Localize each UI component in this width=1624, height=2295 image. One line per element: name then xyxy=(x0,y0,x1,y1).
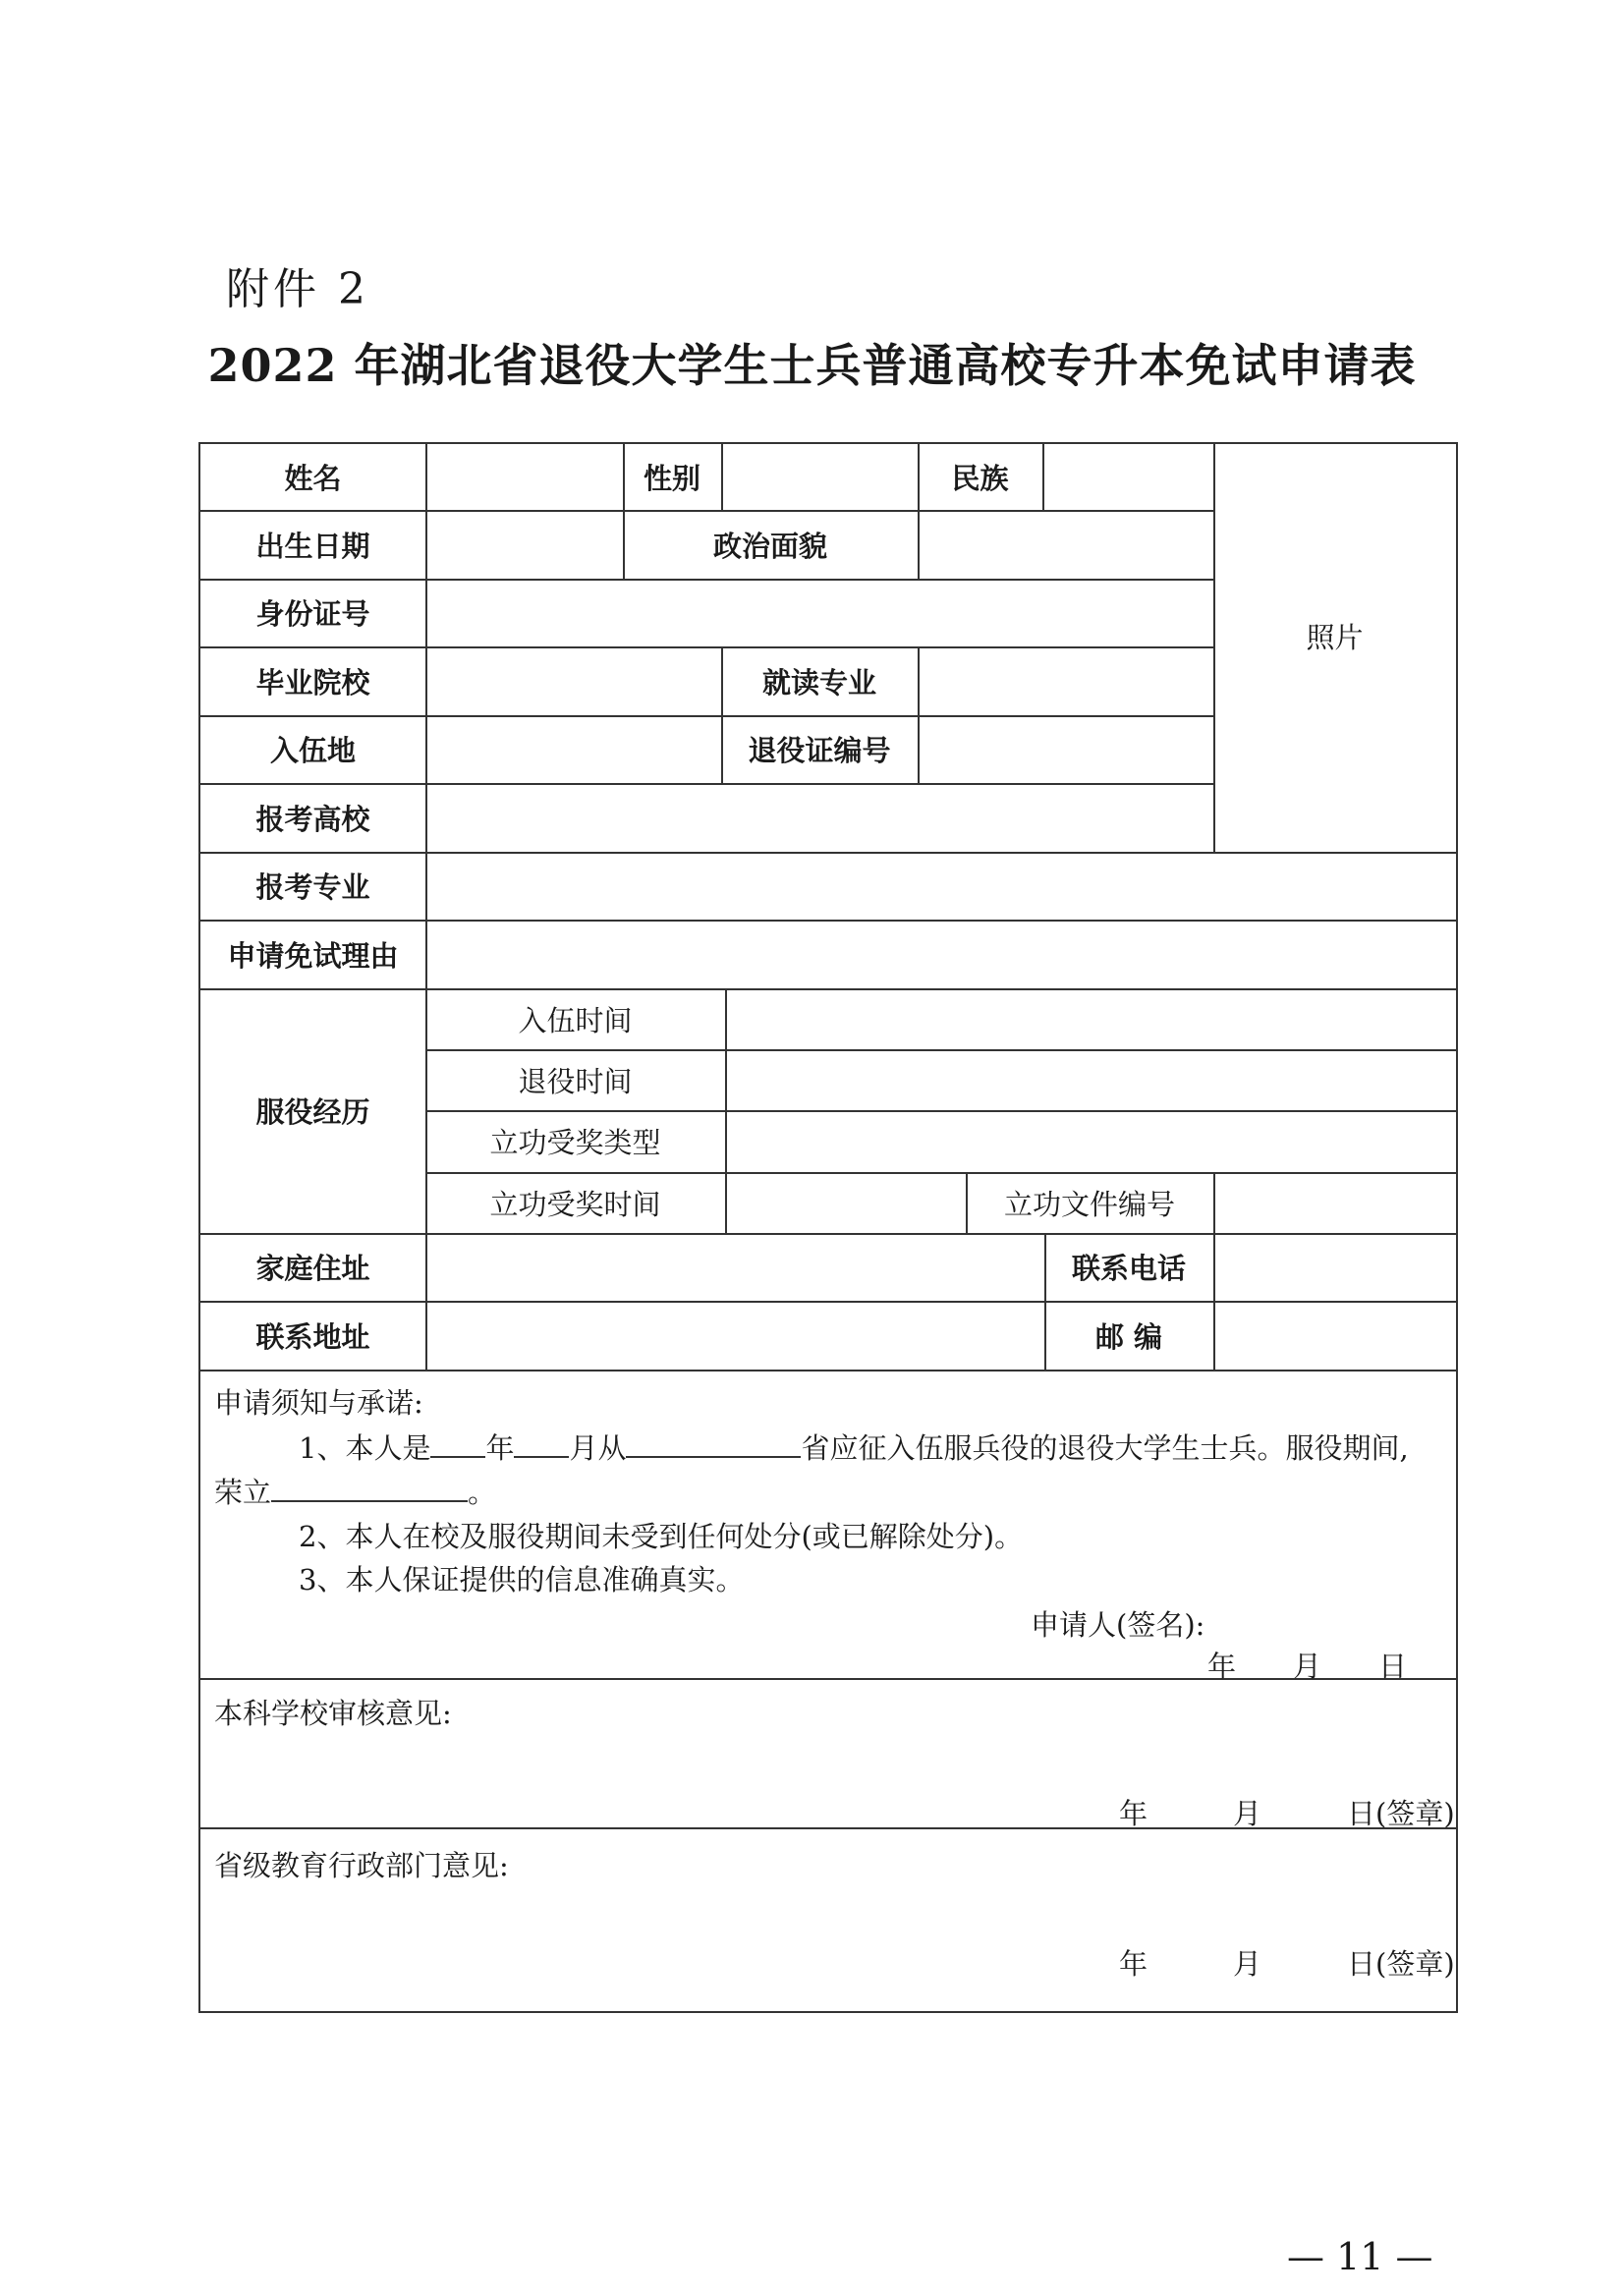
enlistment-time-label: 入伍时间 xyxy=(518,1003,633,1037)
contact-phone-label: 联系电话 xyxy=(1071,1252,1186,1285)
applicant-signature-label: 申请人(签名): xyxy=(1031,1608,1205,1642)
photo-label: 照片 xyxy=(1306,620,1364,654)
id-number-label: 身份证号 xyxy=(255,597,370,631)
home-address-label: 家庭住址 xyxy=(255,1252,370,1285)
target-major-label: 报考专业 xyxy=(255,870,370,904)
declaration-item-3: 3、本人保证提供的信息准确真实。 xyxy=(299,1563,745,1596)
exemption-reason-label: 申请免试理由 xyxy=(227,938,399,973)
university-review-date-label: 年 月 日(签章) xyxy=(1119,1797,1455,1830)
declaration-item-2: 2、本人在校及服役期间未受到任何处分(或已解除处分)。 xyxy=(299,1520,1024,1553)
declaration-heading: 申请须知与承诺: xyxy=(214,1386,423,1420)
name-label: 姓名 xyxy=(284,462,342,495)
birth-date-label: 出生日期 xyxy=(255,529,370,563)
page-number: — 11 — xyxy=(1287,2235,1433,2278)
gender-label: 性别 xyxy=(643,462,700,495)
postcode-label: 邮 编 xyxy=(1094,1319,1163,1354)
target-school-label: 报考高校 xyxy=(255,802,370,836)
discharge-time-label: 退役时间 xyxy=(518,1064,633,1098)
mailing-address-label: 联系地址 xyxy=(255,1319,370,1354)
enlistment-place-label: 入伍地 xyxy=(269,734,356,767)
declaration-item-1-cont: 荣立 。 xyxy=(214,1471,496,1511)
application-form xyxy=(198,442,1458,2013)
award-time-label: 立功受奖时间 xyxy=(489,1187,661,1221)
provincial-review-heading: 省级教育行政部门意见: xyxy=(214,1849,509,1882)
award-type-label: 立功受奖类型 xyxy=(489,1126,661,1159)
major-studied-label: 就读专业 xyxy=(761,665,876,700)
form-title: 2022 年湖北省退役大学生士兵普通高校专升本免试申请表 xyxy=(207,339,1417,392)
ethnicity-label: 民族 xyxy=(951,462,1009,495)
award-doc-no-label: 立功文件编号 xyxy=(1003,1187,1175,1221)
service-history-label: 服役经历 xyxy=(255,1095,370,1129)
applicant-date-label: 年 月 日 xyxy=(1207,1650,1408,1683)
provincial-review-date-label: 年 月 日(签章) xyxy=(1119,1947,1455,1981)
declaration-item-1: 1、本人是 年 月从 省应征入伍服兵役的退役大学生士兵。服役期间, xyxy=(299,1427,1409,1467)
discharge-cert-no-label: 退役证编号 xyxy=(748,734,891,767)
political-status-label: 政治面貌 xyxy=(712,529,827,563)
attachment-label: 附件 2 xyxy=(226,264,369,314)
university-review-heading: 本科学校审核意见: xyxy=(214,1697,452,1730)
graduate-school-label: 毕业院校 xyxy=(255,665,370,700)
